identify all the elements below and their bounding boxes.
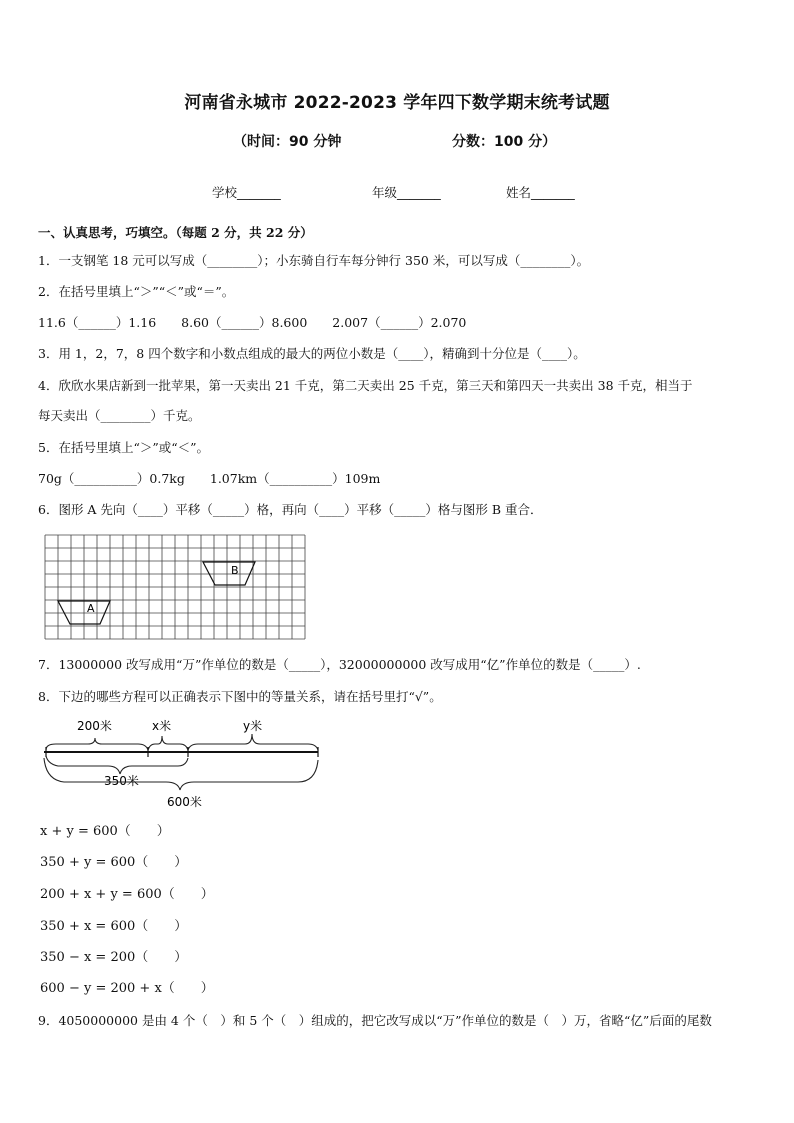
equation-2: 350 + y = 600（ ） [40, 855, 188, 870]
school-field: 学校_______ [212, 185, 281, 200]
equation-1: x + y = 600（ ） [40, 824, 170, 839]
shape-b [203, 562, 255, 585]
question-9: 9．4050000000 是由 4 个（ ）和 5 个（ ）组成的，把它改写成以“万”作单位的数是（ ）万，省略“亿”后面的尾数 [38, 1013, 712, 1028]
exam-time: （时间：90 分钟 [233, 134, 342, 150]
page-title: 河南省永城市 2022-2023 学年四下数学期末统考试题 [184, 93, 610, 113]
label-x: x米 [152, 719, 172, 733]
label-350: 350米 [104, 774, 139, 788]
name-field: 姓名_______ [506, 185, 575, 200]
question-3: 3．用 1，2，7，8 四个数字和小数点组成的最大的两位小数是（____），精确到十分位是（____）。 [38, 346, 586, 361]
question-1: 1．一支钢笔 18 元可以写成（________）；小东骑自行车每分钟行 350 米，可以写成（________）。 [38, 253, 590, 268]
label-y: y米 [243, 719, 263, 733]
question-5-items: 70g（__________）0.7kg 1.07km（__________）109m [38, 471, 381, 486]
segment-diagram [40, 714, 325, 810]
section-heading: 一、认真思考，巧填空。（每题 2 分，共 22 分） [38, 225, 313, 240]
brace-y [188, 734, 318, 750]
equation-6: 600 − y = 200 + x（ ） [40, 981, 214, 996]
brace-200 [46, 738, 148, 750]
brace-x [148, 736, 188, 750]
question-8: 8．下边的哪些方程可以正确表示下图中的等量关系，请在括号里打“√”。 [38, 689, 442, 704]
question-4-line1: 4．欣欣水果店新到一批苹果，第一天卖出 21 千克，第二天卖出 25 千克，第三天和第四天一共卖出 38 千克，相当于 [38, 378, 693, 393]
question-6: 6．图形 A 先向（____）平移（_____）格，再向（____）平移（_____）格与图形 B 重合． [38, 502, 543, 517]
grid-figure [44, 534, 310, 640]
equation-4: 350 + x = 600（ ） [40, 919, 188, 934]
question-4-line2: 每天卖出（________）千克。 [38, 408, 201, 423]
equation-5: 350 − x = 200（ ） [40, 950, 188, 965]
shape-a-label: A [87, 602, 95, 615]
exam-score: 分数：100 分） [452, 134, 557, 150]
equation-3: 200 + x + y = 600（ ） [40, 887, 214, 902]
shape-b-label: B [231, 564, 239, 577]
label-200: 200米 [77, 719, 112, 733]
question-2-items: 11.6（______）1.16 8.60（______）8.600 2.007（______）2.070 [38, 315, 467, 330]
question-5: 5．在括号里填上“＞”或“＜”。 [38, 440, 210, 455]
question-2: 2．在括号里填上“＞”“＜”或“＝”。 [38, 284, 235, 299]
brace-350 [46, 756, 188, 774]
label-600: 600米 [167, 795, 202, 809]
question-7: 7．13000000 改写成用“万”作单位的数是（_____），32000000000 改写成用“亿”作单位的数是（_____）. [38, 657, 641, 672]
grade-field: 年级_______ [372, 185, 441, 200]
brace-600 [44, 758, 318, 790]
